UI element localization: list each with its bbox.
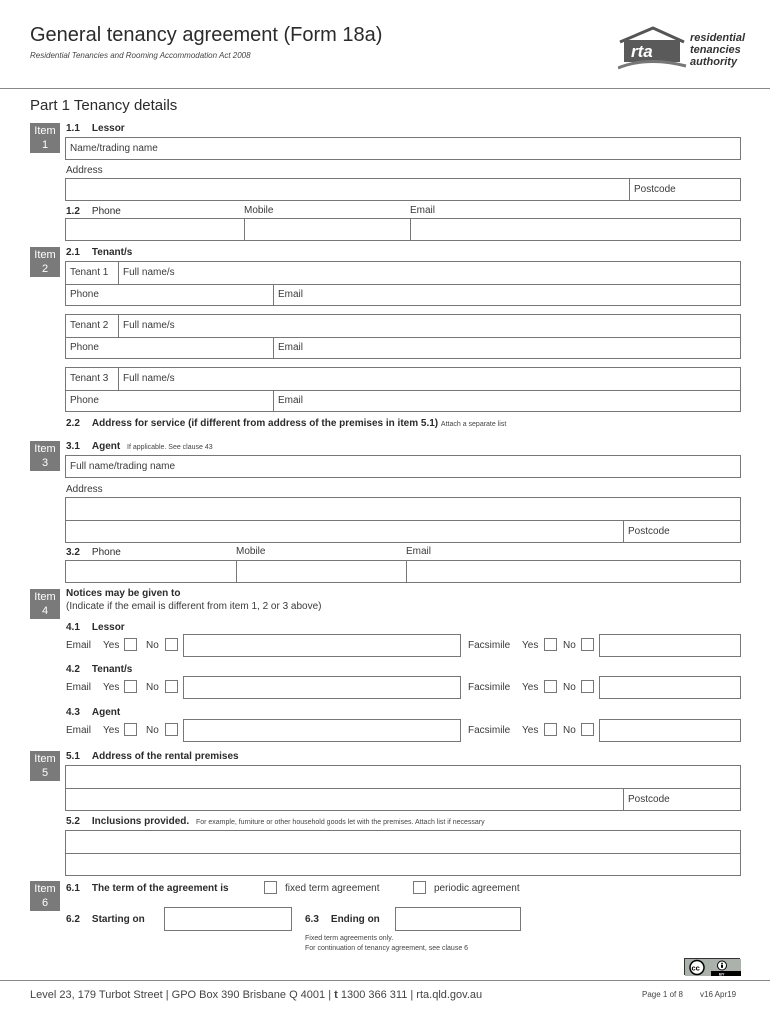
logo-mark: rta [631, 42, 653, 61]
section-number: 1.2 [66, 206, 80, 217]
lessor-notice-fax-field[interactable] [599, 634, 741, 657]
lessor-contact-row [65, 218, 741, 241]
yes-label: Yes [522, 725, 539, 736]
email-label: Email [66, 682, 92, 693]
end-date-field[interactable] [395, 907, 521, 931]
postcode-label: Postcode [628, 794, 670, 805]
lessor-email-label: Email [410, 205, 436, 216]
lessor-fax-yes-checkbox[interactable] [544, 638, 557, 651]
section-6-1 [66, 883, 229, 894]
section-number: 4.1 [66, 622, 80, 633]
section-title: Agent [91, 441, 121, 452]
page-number: Page 1 of 8 [642, 990, 683, 999]
tenant-fax-yes-checkbox[interactable] [544, 680, 557, 693]
item-number: 6 [41, 897, 49, 909]
term-note-2: For continuation of tenancy agreement, see clause 6 [305, 945, 469, 952]
version: v16 Apr19 [700, 990, 737, 999]
section-title: The term of the agreement is [91, 883, 229, 894]
lessor-address-field[interactable] [65, 178, 741, 201]
tenant-3-phone-label[interactable]: Phone [70, 395, 99, 406]
item-word: Item [34, 753, 56, 765]
item-word: Item [34, 125, 56, 137]
section-title: Inclusions provided. [91, 816, 190, 827]
agent-fax-yes-checkbox[interactable] [544, 723, 557, 736]
item-number: 3 [41, 457, 49, 469]
cc-text: cc [691, 963, 700, 973]
agent-email-no-checkbox[interactable] [165, 723, 178, 736]
start-date-field[interactable] [164, 907, 292, 931]
periodic-checkbox[interactable] [413, 881, 426, 894]
section-note: Attach a separate list [440, 421, 507, 428]
divider [118, 262, 119, 284]
no-label: No [563, 640, 576, 651]
section-4-1 [66, 622, 125, 633]
item-2-badge [30, 247, 60, 277]
header-divider [0, 88, 770, 89]
footer-phone[interactable]: 1300 366 311 | rta.qld.gov.au [340, 989, 483, 1001]
item-number: 4 [41, 605, 49, 617]
lessor-mobile-label: Mobile [244, 205, 274, 216]
lessor-mobile-field[interactable] [245, 219, 410, 240]
lessor-name-field[interactable] [65, 137, 741, 160]
tenant-2-phone-label[interactable]: Phone [70, 342, 99, 353]
no-label: No [146, 640, 159, 651]
notices-note: (Indicate if the email is different from item 1, 2 or 3 above) [66, 601, 322, 612]
divider [66, 390, 740, 391]
divider [118, 368, 119, 390]
tenant-notice-fax-field[interactable] [599, 676, 741, 699]
fixed-term-checkbox[interactable] [264, 881, 277, 894]
section-2-2 [66, 418, 506, 429]
logo-line-1: residential [690, 32, 746, 44]
cc-by-icon [685, 959, 741, 976]
divider [66, 853, 740, 854]
section-number: 5.2 [66, 816, 80, 827]
lessor-email-field[interactable] [411, 219, 740, 240]
field-label: Name/trading name [70, 143, 158, 154]
section-number: 3.1 [66, 441, 80, 452]
section-number: 3.2 [66, 547, 80, 558]
tenant-3-fullname-label[interactable]: Full name/s [123, 373, 175, 384]
divider [629, 179, 630, 200]
agent-mobile-label: Mobile [236, 546, 266, 557]
phone-label: Phone [91, 206, 121, 217]
footer-contact [30, 989, 482, 1001]
yes-label: Yes [103, 682, 120, 693]
section-title: Ending on [330, 914, 380, 925]
tenant-notice-email-field[interactable] [183, 676, 461, 699]
section-number: 6.2 [66, 914, 80, 925]
agent-address-field[interactable] [65, 497, 741, 543]
section-6-3 [305, 914, 380, 925]
logo-line-3: authority [690, 56, 738, 68]
tenant-1-fullname-label[interactable]: Full name/s [123, 267, 175, 278]
tenant-2-label: Tenant 2 [70, 320, 109, 331]
tenant-2-fullname-label[interactable]: Full name/s [123, 320, 175, 331]
agent-email-field[interactable] [407, 561, 740, 582]
section-title: Agent [91, 707, 121, 718]
inclusions-field[interactable] [65, 830, 741, 876]
section-number: 5.1 [66, 751, 80, 762]
tenant-3-email-label[interactable]: Email [278, 395, 304, 406]
lessor-email-no-checkbox[interactable] [165, 638, 178, 651]
item-word: Item [34, 249, 56, 261]
section-title: Address of the rental premises [91, 751, 239, 762]
postcode-label: Postcode [634, 184, 676, 195]
logo-wordmark [690, 32, 745, 68]
agent-email-label: Email [406, 546, 432, 557]
form-title [30, 24, 382, 47]
section-number: 4.3 [66, 707, 80, 718]
section-number: 6.1 [66, 883, 80, 894]
lessor-notice-email-field[interactable] [183, 634, 461, 657]
agent-phone-field[interactable] [66, 561, 236, 582]
divider [623, 788, 624, 810]
logo-line-2: tenancies [690, 44, 741, 56]
divider [623, 520, 624, 542]
tenant-email-yes-checkbox[interactable] [124, 680, 137, 693]
agent-contact-row [65, 560, 741, 583]
section-note: If applicable. See clause 43 [127, 444, 213, 451]
section-number: 6.3 [305, 914, 319, 925]
agent-mobile-field[interactable] [237, 561, 406, 582]
tenant-3-label: Tenant 3 [70, 373, 109, 384]
section-5-1 [66, 751, 239, 762]
divider [273, 337, 274, 358]
email-label: Email [66, 725, 92, 736]
divider [273, 390, 274, 411]
section-title: Address for service (if different from address of the premises in item 5.1) [91, 418, 439, 429]
divider [66, 520, 740, 521]
facsimile-label: Facsimile [468, 682, 511, 693]
tenant-1-email-label[interactable]: Email [278, 289, 304, 300]
yes-label: Yes [103, 725, 120, 736]
agent-notice-fax-field[interactable] [599, 719, 741, 742]
agent-address-label: Address [66, 484, 103, 495]
divider [273, 284, 274, 305]
tenant-2-block [65, 314, 741, 359]
item-1-badge [30, 123, 60, 153]
facsimile-label: Facsimile [468, 725, 511, 736]
tenant-1-phone-label[interactable]: Phone [70, 289, 99, 300]
part-1-title: Part 1 Tenancy details [30, 97, 178, 114]
section-6-2 [66, 914, 145, 925]
email-label: Email [66, 640, 92, 651]
divider [118, 315, 119, 337]
yes-label: Yes [522, 682, 539, 693]
no-label: No [563, 682, 576, 693]
no-label: No [146, 725, 159, 736]
yes-label: Yes [522, 640, 539, 651]
item-number: 2 [41, 263, 49, 275]
section-3-2 [66, 547, 121, 558]
postcode-label: Postcode [628, 526, 670, 537]
tenant-2-email-label[interactable]: Email [278, 342, 304, 353]
section-title: Tenant/s [91, 247, 133, 258]
item-number: 5 [41, 767, 49, 779]
tenant-1-label: Tenant 1 [70, 267, 109, 278]
item-4-badge [30, 589, 60, 619]
section-4-3 [66, 707, 120, 718]
creative-commons-badge [684, 958, 740, 975]
section-5-2 [66, 816, 485, 827]
item-word: Item [34, 591, 56, 603]
divider [66, 788, 740, 789]
lessor-email-yes-checkbox[interactable] [124, 638, 137, 651]
tenant-email-no-checkbox[interactable] [165, 680, 178, 693]
form-subtitle: Residential Tenancies and Rooming Accommodation Act 2008 [30, 51, 251, 60]
section-title: Tenant/s [91, 664, 133, 675]
footer-address: Level 23, 179 Turbot Street | GPO Box 390 Brisbane Q 4001 | [30, 989, 332, 1001]
section-number: 1.1 [66, 123, 80, 134]
section-number: 2.1 [66, 247, 80, 258]
section-title: Lessor [91, 123, 125, 134]
section-number: 4.2 [66, 664, 80, 675]
rta-logo [618, 26, 748, 72]
no-label: No [563, 725, 576, 736]
notices-title [66, 588, 180, 599]
section-title: Notices may be given to [66, 588, 181, 599]
section-3-1 [66, 441, 213, 452]
lessor-phone-field[interactable] [66, 219, 244, 240]
section-2-1 [66, 247, 132, 258]
title-main: General tenancy agreement [30, 24, 278, 46]
divider [66, 337, 740, 338]
section-title: Starting on [91, 914, 145, 925]
item-word: Item [34, 883, 56, 895]
section-4-2 [66, 664, 132, 675]
fixed-term-label: fixed term agreement [285, 883, 380, 894]
agent-fax-no-checkbox[interactable] [581, 723, 594, 736]
yes-label: Yes [103, 640, 120, 651]
section-note: For example, furniture or other household goods let with the premises. Attach list if necessary [195, 819, 485, 826]
lessor-address-label: Address [66, 165, 103, 176]
facsimile-label: Facsimile [468, 640, 511, 651]
item-3-badge [30, 441, 60, 471]
item-5-badge [30, 751, 60, 781]
footer-phone-t: t [334, 989, 338, 1001]
premises-address-field[interactable] [65, 765, 741, 811]
periodic-label: periodic agreement [434, 883, 520, 894]
no-label: No [146, 682, 159, 693]
term-note-1: Fixed term agreements only. [305, 935, 394, 942]
item-number: 1 [41, 139, 49, 151]
section-1-1 [66, 123, 125, 134]
agent-email-yes-checkbox[interactable] [124, 723, 137, 736]
divider [66, 284, 740, 285]
rta-house-icon [618, 26, 688, 72]
section-number: 2.2 [66, 418, 80, 429]
section-title: Lessor [91, 622, 125, 633]
cc-by-text: BY [719, 971, 725, 976]
tenant-3-block [65, 367, 741, 412]
title-form-number: (Form 18a) [283, 24, 383, 46]
lessor-fax-no-checkbox[interactable] [581, 638, 594, 651]
section-1-2 [66, 206, 121, 217]
footer-divider [0, 980, 770, 981]
item-6-badge [30, 881, 60, 911]
tenant-fax-no-checkbox[interactable] [581, 680, 594, 693]
agent-name-field[interactable] [65, 455, 741, 478]
field-label: Full name/trading name [70, 461, 176, 472]
phone-label: Phone [91, 547, 121, 558]
item-word: Item [34, 443, 56, 455]
agent-notice-email-field[interactable] [183, 719, 461, 742]
tenant-1-block [65, 261, 741, 306]
